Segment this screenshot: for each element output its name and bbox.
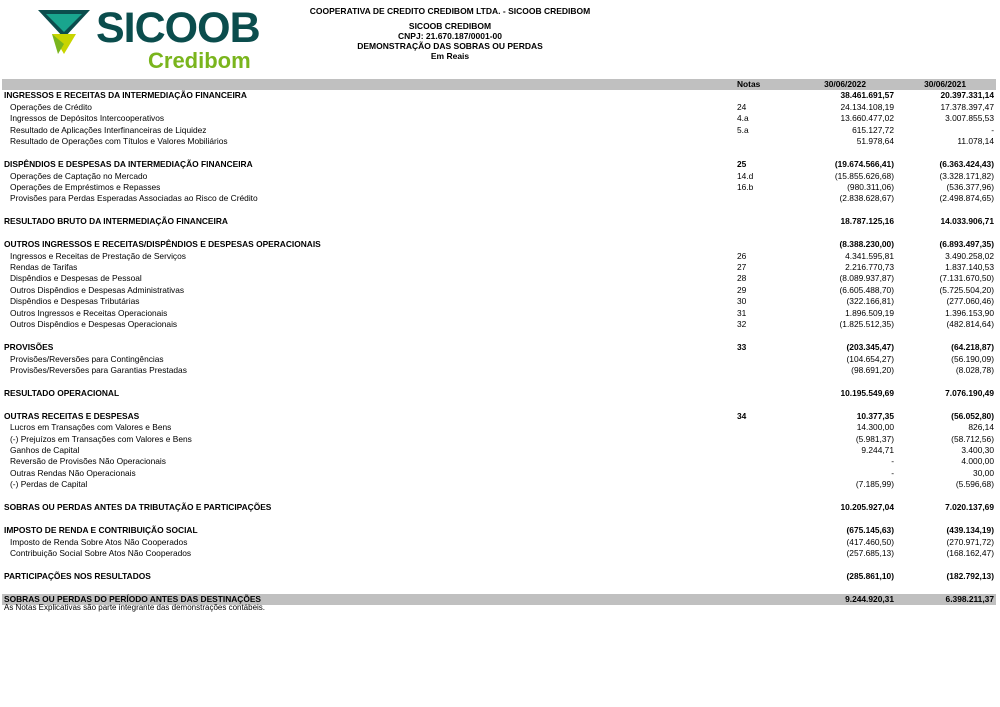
- row-value-2021: (5.596,68): [955, 479, 994, 490]
- table-row: [2, 262, 996, 273]
- row-label: Reversão de Provisões Não Operacionais: [10, 456, 166, 467]
- row-value-2021: (64.218,87): [951, 342, 994, 353]
- row-note: 26: [737, 250, 747, 261]
- row-label: Ingressos de Depósitos Intercooperativos: [10, 113, 165, 124]
- row-label: Ganhos de Capital: [10, 445, 80, 455]
- blank-row: [2, 331, 996, 342]
- row-value-2021: (439.134,19): [946, 525, 994, 536]
- row-label: DISPÊNDIOS E DESPESAS DA INTERMEDIAÇÃO FINANCEIRA: [4, 159, 253, 170]
- row-label: Dispêndios e Despesas de Pessoal: [10, 273, 142, 284]
- row-label: Outros Ingressos e Receitas Operacionais: [10, 307, 168, 318]
- row-value-2022: (1.825.512,35): [839, 319, 894, 330]
- table-row: [2, 548, 996, 559]
- row-value-2021: (277.060,46): [946, 296, 994, 307]
- row-value-2021: 14.033.906,71: [940, 216, 994, 227]
- row-value-2022: 4.341.595,81: [845, 250, 894, 261]
- row-note: 33: [737, 342, 747, 353]
- table-row: [2, 285, 996, 296]
- table-row: [2, 182, 996, 193]
- row-value-2022: (8.089.937,87): [839, 273, 894, 284]
- table-row: [2, 171, 996, 182]
- row-label: Imposto de Renda Sobre Atos Não Cooperados: [10, 536, 188, 547]
- row-label: PROVISÕES: [4, 342, 54, 353]
- row-value-2021: (56.190,09): [951, 353, 994, 364]
- blank-row: [2, 148, 996, 159]
- row-value-2021: 7.076.190,49: [945, 387, 994, 398]
- row-note: 34: [737, 410, 747, 421]
- row-label: Operações de Captação no Mercado: [10, 170, 148, 181]
- row-note: 29: [737, 284, 747, 295]
- table-row: [2, 342, 996, 353]
- row-label: Ingressos e Receitas de Prestação de Serviços: [10, 250, 186, 261]
- table-row: [2, 159, 996, 170]
- table-row: [2, 468, 996, 479]
- row-note: 4.a: [737, 113, 749, 124]
- row-label: Lucros em Transações com Valores e Bens: [10, 422, 172, 433]
- row-label: Resultado de Aplicações Interfinanceiras de Liquidez: [10, 124, 207, 135]
- logo-subtitle: Credibom: [148, 48, 251, 73]
- row-note: 32: [737, 319, 747, 330]
- row-note: 14.d: [737, 170, 754, 181]
- row-value-2021: 3.400,30: [961, 445, 994, 455]
- blank-row: [2, 205, 996, 216]
- row-label: (-) Perdas de Capital: [10, 479, 88, 490]
- table-row: [2, 422, 996, 433]
- row-value-2021: 11.078,14: [957, 136, 994, 147]
- table-row: [2, 411, 996, 422]
- row-value-2021: (2.498.874,65): [939, 193, 994, 204]
- row-label: Outros Dispêndios e Despesas Operacionais: [10, 319, 178, 330]
- row-label: SOBRAS OU PERDAS ANTES DA TRIBUTAÇÃO E PARTICIPAÇÕES: [4, 502, 272, 513]
- row-value-2022: 1.896.509,19: [845, 307, 894, 318]
- row-value-2022: (98.691,20): [851, 364, 894, 375]
- statement-table: [2, 79, 996, 605]
- row-label: RESULTADO BRUTO DA INTERMEDIAÇÃO FINANCEIRA: [4, 216, 228, 227]
- table-row: [2, 445, 996, 456]
- row-label: PARTICIPAÇÕES NOS RESULTADOS: [4, 570, 151, 581]
- table-row: [2, 456, 996, 467]
- entity-name: SICOOB CREDIBOM: [408, 21, 492, 31]
- row-label: OUTRAS RECEITAS E DESPESAS: [4, 410, 140, 421]
- row-value-2022: 9.244,71: [861, 445, 894, 455]
- row-value-2022: -: [891, 467, 894, 478]
- row-value-2022: 51.978,64: [856, 136, 894, 147]
- row-value-2021: (5.725.504,20): [939, 284, 994, 295]
- blank-row: [2, 228, 996, 239]
- table-row: [2, 571, 996, 582]
- row-note: 28: [737, 273, 747, 284]
- table-row: [2, 479, 996, 490]
- row-label: Operações de Crédito: [10, 101, 92, 112]
- row-label: SOBRAS OU PERDAS DO PERÍODO ANTES DAS DESTINAÇÕES: [4, 593, 262, 604]
- row-value-2022: 9.244.920,31: [845, 593, 894, 604]
- table-row: [2, 90, 996, 101]
- row-value-2022: (675.145,63): [846, 525, 894, 536]
- row-value-2022: -: [891, 456, 894, 467]
- sicoob-logo: [38, 4, 260, 73]
- table-row: [2, 273, 996, 284]
- row-label: Provisões/Reversões para Garantias Prestadas: [10, 364, 187, 375]
- row-value-2021: (6.363.424,43): [939, 159, 994, 170]
- row-note: 25: [737, 159, 747, 170]
- row-value-2022: (257.685,13): [846, 547, 894, 558]
- row-value-2021: 4.000,00: [961, 456, 994, 467]
- footnote: As Notas Explicativas são parte integrante das demonstrações contábeis.: [4, 603, 266, 612]
- row-value-2021: 6.398.211,37: [945, 593, 994, 604]
- table-row: [2, 239, 996, 250]
- row-label: Outras Rendas Não Operacionais: [10, 467, 136, 478]
- row-value-2021: (58.712,56): [951, 433, 994, 444]
- row-value-2022: (7.185,99): [855, 479, 894, 490]
- logo-wordmark: SICOOB: [96, 4, 260, 52]
- row-note: 5.a: [737, 124, 749, 135]
- row-value-2021: 3.490.258,02: [945, 250, 994, 261]
- row-label: INGRESSOS E RECEITAS DA INTERMEDIAÇÃO FINANCEIRA: [4, 90, 247, 101]
- row-value-2022: (2.838.628,67): [839, 193, 894, 204]
- table-row: [2, 193, 996, 204]
- statement-rows: [2, 90, 996, 605]
- table-row: [2, 216, 996, 227]
- row-value-2021: (270.971,72): [946, 536, 994, 547]
- row-value-2021: 30,00: [973, 467, 994, 478]
- row-label: Dispêndios e Despesas Tributárias: [10, 296, 140, 307]
- row-note: 24: [737, 101, 747, 112]
- row-value-2021: 17.378.397,47: [940, 101, 994, 112]
- row-value-2022: (19.674.566,41): [834, 159, 894, 170]
- col-period-1: 30/06/2022: [824, 79, 866, 89]
- row-note: 16.b: [737, 181, 754, 192]
- table-row: [2, 354, 996, 365]
- row-label: Outros Dispêndios e Despesas Administrativas: [10, 284, 185, 295]
- blank-row: [2, 582, 996, 593]
- row-label: Provisões para Perdas Esperadas Associadas ao Risco de Crédito: [10, 193, 258, 204]
- row-label: RESULTADO OPERACIONAL: [4, 387, 120, 398]
- row-value-2021: (7.131.670,50): [939, 273, 994, 284]
- table-row: [2, 365, 996, 376]
- row-value-2021: 1.396.153,90: [945, 307, 994, 318]
- row-value-2022: 38.461.691,57: [840, 90, 894, 101]
- table-row: [2, 102, 996, 113]
- table-row: [2, 113, 996, 124]
- table-header-row: [2, 79, 996, 90]
- row-value-2022: 10.195.549,69: [840, 387, 894, 398]
- blank-row: [2, 399, 996, 410]
- blank-row: [2, 559, 996, 570]
- row-value-2021: 1.837.140,53: [945, 262, 994, 272]
- blank-row: [2, 514, 996, 525]
- statement-title: DEMONSTRAÇÃO DAS SOBRAS OU PERDAS: [357, 41, 543, 51]
- row-label: Contribuição Social Sobre Atos Não Cooperados: [10, 547, 192, 558]
- table-row: [2, 251, 996, 262]
- table-row: [2, 502, 996, 513]
- row-value-2021: (168.162,47): [946, 547, 994, 558]
- row-value-2022: (15.855.626,68): [834, 170, 894, 181]
- row-label: OUTROS INGRESSOS E RECEITAS/DISPÊNDIOS E DESPESAS OPERACIONAIS: [4, 239, 321, 250]
- row-note: 30: [737, 296, 747, 307]
- row-note: 31: [737, 307, 747, 318]
- col-notes: Notas: [737, 79, 761, 89]
- cooperative-name: COOPERATIVA DE CREDITO CREDIBOM LTDA. - SICOOB CREDIBOM: [309, 6, 591, 16]
- row-value-2022: (5.981,37): [855, 433, 894, 444]
- row-label: IMPOSTO DE RENDA E CONTRIBUIÇÃO SOCIAL: [4, 525, 198, 536]
- row-value-2022: (203.345,47): [846, 342, 894, 353]
- row-value-2021: 7.020.137,69: [945, 502, 994, 513]
- row-value-2022: 10.205.927,04: [840, 502, 894, 513]
- row-value-2021: (56.052,80): [951, 410, 994, 421]
- row-value-2022: (6.605.488,70): [839, 284, 894, 295]
- table-row: [2, 537, 996, 548]
- table-row: [2, 388, 996, 399]
- blank-row: [2, 491, 996, 502]
- row-label: (-) Prejuízos em Transações com Valores e Bens: [10, 433, 192, 444]
- table-row: [2, 319, 996, 330]
- row-value-2021: -: [991, 124, 994, 135]
- row-value-2022: 2.216.770,73: [845, 262, 894, 272]
- row-label: Operações de Empréstimos e Repasses: [10, 181, 161, 192]
- row-label: Resultado de Operações com Títulos e Valores Mobiliários: [10, 136, 228, 147]
- row-value-2021: (182.792,13): [946, 570, 994, 581]
- row-value-2021: (3.328.171,82): [939, 170, 994, 181]
- row-value-2022: 14.300,00: [856, 422, 894, 433]
- row-value-2022: 13.660.477,02: [840, 113, 894, 124]
- row-value-2022: (8.388.230,00): [839, 239, 894, 250]
- cnpj: CNPJ: 21.670.187/0001-00: [398, 31, 502, 41]
- row-value-2021: 826,14: [968, 422, 994, 433]
- row-value-2022: 615.127,72: [852, 124, 894, 135]
- table-row: [2, 136, 996, 147]
- row-value-2021: 3.007.855,53: [945, 113, 994, 124]
- row-value-2021: (8.028,78): [955, 364, 994, 375]
- row-value-2022: 10.377,35: [856, 410, 894, 421]
- sicoob-logo-symbol-icon: [38, 10, 98, 56]
- row-value-2021: 20.397.331,14: [940, 90, 994, 101]
- col-period-2: 30/06/2021: [924, 79, 966, 89]
- row-value-2021: (482.814,64): [946, 319, 994, 330]
- row-value-2022: (980.311,06): [847, 181, 894, 192]
- report-header: [300, 21, 600, 61]
- row-value-2022: (417.460,50): [846, 536, 894, 547]
- row-value-2021: (536.377,96): [946, 181, 994, 192]
- row-label: Rendas de Tarifas: [10, 262, 78, 272]
- table-row: [2, 296, 996, 307]
- table-row: [2, 125, 996, 136]
- table-row: [2, 434, 996, 445]
- row-value-2022: (285.861,10): [846, 570, 894, 581]
- blank-row: [2, 376, 996, 387]
- row-value-2022: (104.654,27): [846, 353, 894, 364]
- row-value-2022: 18.787.125,16: [840, 216, 894, 227]
- row-value-2021: (6.893.497,35): [939, 239, 994, 250]
- row-label: Provisões/Reversões para Contingências: [10, 353, 164, 364]
- table-row: [2, 525, 996, 536]
- row-note: 27: [737, 262, 747, 272]
- row-value-2022: (322.166,81): [846, 296, 894, 307]
- row-value-2022: 24.134.108,19: [840, 101, 894, 112]
- table-row: [2, 308, 996, 319]
- currency-units: Em Reais: [430, 51, 470, 61]
